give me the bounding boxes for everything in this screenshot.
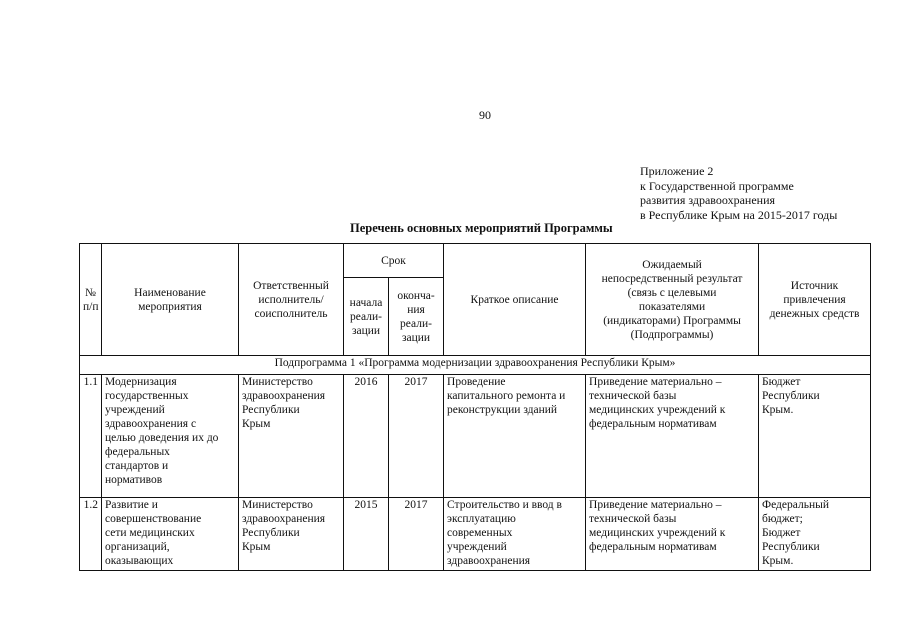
header-term-end	[389, 278, 444, 356]
header-term: Срок	[344, 244, 444, 278]
text-line: государственных	[105, 390, 189, 402]
text-line: зации	[401, 331, 431, 344]
text-line: целью доведения их до	[105, 432, 219, 444]
text-line: Бюджет	[762, 376, 801, 388]
text-line: Источник	[790, 279, 839, 292]
text-line: денежных средств	[769, 307, 860, 320]
text-line: Республики	[242, 527, 300, 539]
appendix-line: в Республике Крым на 2015-2017 годы	[640, 207, 838, 222]
document-title: Перечень основных мероприятий Программы	[350, 221, 613, 235]
row-result	[586, 375, 759, 498]
text-line: федеральным нормативам	[589, 541, 717, 553]
text-line: №	[85, 286, 96, 299]
header-row	[80, 244, 871, 278]
row-end: 2017	[389, 375, 444, 498]
text-line: Крым.	[762, 404, 794, 416]
subprogram-title: Подпрограмма 1 «Программа модернизации здравоохранения Республики Крым»	[80, 356, 871, 375]
text-line: капитального ремонта и	[447, 390, 566, 402]
text-line: привлечения	[783, 293, 846, 306]
text-line: (Подпрограммы)	[630, 328, 714, 341]
header-num	[80, 244, 102, 356]
text-line: технической базы	[589, 390, 677, 402]
text-line: сети медицинских	[105, 527, 195, 539]
text-line: Республики	[762, 541, 820, 553]
text-line: Модернизация	[105, 376, 177, 388]
row-num: 1.2	[80, 498, 102, 571]
text-line: бюджет;	[762, 513, 803, 525]
text-line: здравоохранения	[242, 513, 326, 525]
text-line: здравоохранения	[447, 555, 531, 567]
header-executor	[239, 244, 344, 356]
text-line: п/п	[83, 300, 99, 313]
text-line: показателями	[638, 300, 706, 313]
text-line: Республики	[242, 404, 300, 416]
text-line: организаций,	[105, 541, 170, 553]
header-description: Краткое описание	[444, 244, 586, 356]
row-description	[444, 375, 586, 498]
row-name	[102, 375, 239, 498]
row-num: 1.1	[80, 375, 102, 498]
row-source	[759, 375, 871, 498]
appendix-line: развития здравоохранения	[640, 193, 776, 207]
text-line: реали-	[350, 310, 382, 323]
row-executor	[239, 498, 344, 571]
row-source	[759, 498, 871, 571]
text-line: непосредственный результат	[601, 272, 743, 285]
table-row	[80, 498, 871, 571]
table-row	[80, 375, 871, 498]
text-line: Приведение материально –	[589, 499, 722, 511]
text-line: Министерство	[242, 499, 313, 511]
row-executor	[239, 375, 344, 498]
text-line: технической базы	[589, 513, 677, 525]
text-line: оказывающих	[105, 555, 174, 567]
text-line: учреждений	[447, 541, 507, 553]
text-line: Бюджет	[762, 527, 801, 539]
text-line: нормативов	[105, 474, 163, 486]
header-result	[586, 244, 759, 356]
text-line: ния	[407, 303, 425, 316]
text-line: Проведение	[447, 376, 506, 388]
text-line: медицинских учреждений к	[589, 527, 726, 539]
text-line: медицинских учреждений к	[589, 404, 726, 416]
header-term-start	[344, 278, 389, 356]
appendix-note	[640, 164, 837, 222]
text-line: Ожидаемый	[642, 258, 702, 271]
text-line: начала	[349, 296, 383, 309]
header-source	[759, 244, 871, 356]
text-line: (индикаторами) Программы	[603, 314, 741, 327]
text-line: исполнитель/	[258, 293, 324, 306]
text-line: Федеральный	[762, 499, 829, 511]
appendix-line: Приложение 2	[640, 164, 714, 178]
text-line: реконструкции зданий	[447, 404, 558, 416]
row-description	[444, 498, 586, 571]
text-line: Строительство и ввод в	[447, 499, 562, 511]
text-line: здравоохранения	[242, 390, 326, 402]
text-line: совершенствование	[105, 513, 202, 525]
text-line: зации	[351, 324, 381, 337]
text-line: Министерство	[242, 376, 313, 388]
text-line: федеральным нормативам	[589, 418, 717, 430]
text-line: современных	[447, 527, 513, 539]
text-line: Республики	[762, 390, 820, 402]
text-line: Развитие и	[105, 499, 158, 511]
text-line: Ответственный	[253, 279, 329, 292]
row-result	[586, 498, 759, 571]
activities-table	[79, 243, 871, 571]
text-line: мероприятия	[138, 300, 202, 313]
text-line: оконча-	[397, 289, 435, 302]
text-line: эксплуатацию	[447, 513, 516, 525]
text-line: Крым	[242, 541, 271, 553]
page-number: 90	[479, 108, 491, 122]
text-line: здравоохранения с	[105, 418, 197, 430]
text-line: федеральных	[105, 446, 170, 458]
row-start: 2016	[344, 375, 389, 498]
text-line: Приведение материально –	[589, 376, 722, 388]
text-line: соисполнитель	[254, 307, 328, 320]
subprogram-row	[80, 356, 871, 375]
text-line: Наименование	[134, 286, 206, 299]
header-name	[102, 244, 239, 356]
text-line: Крым	[242, 418, 271, 430]
row-start: 2015	[344, 498, 389, 571]
text-line: (связь с целевыми	[627, 286, 717, 299]
text-line: стандартов и	[105, 460, 169, 472]
text-line: Крым.	[762, 555, 794, 567]
row-end: 2017	[389, 498, 444, 571]
text-line: реали-	[400, 317, 432, 330]
appendix-line: к Государственной программе	[640, 178, 794, 193]
row-name	[102, 498, 239, 571]
text-line: учреждений	[105, 404, 165, 416]
